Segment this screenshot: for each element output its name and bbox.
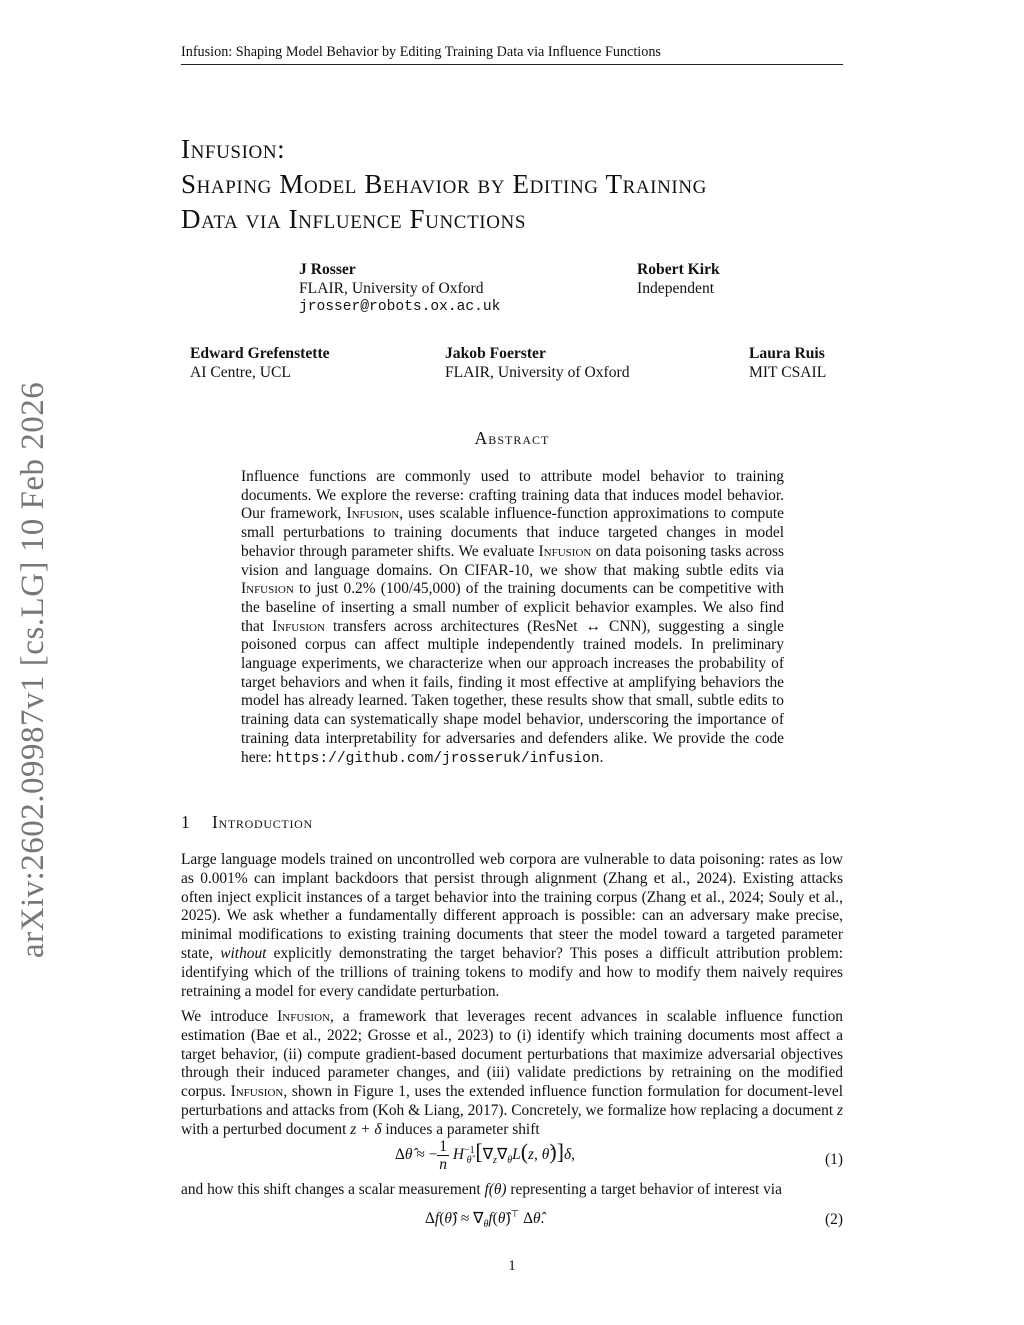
intro-paragraph: We introduce Infusion, a framework that leverages recent advances in scalable influence function estimation (Bae et al., 2022; Grosse et al., 2023) to (i) identify which training documents most affect a target behavior, (ii) compute gradient-based document perturbations that maximize adversarial objectives through their induced parameter changes, and (iii) validate predictions by retraining on the modified corpus. Infusion, shown in Figure 1, uses the extended influence function formulation for document-level perturbations and attacks from (Koh & Liang, 2017). Concretely, we formalize how replacing a document z with a perturbed document z + δ induces a parameter shift (181, 1008, 843, 1138)
author-name: Edward Grefenstette (190, 345, 330, 362)
author-name: Robert Kirk (637, 261, 720, 278)
framework-name: Infusion (346, 505, 400, 523)
author-block (299, 260, 500, 317)
title-line: Data via Influence Functions (181, 204, 527, 234)
author-block (190, 344, 330, 382)
equation-2 (181, 1209, 843, 1233)
author-block (445, 344, 630, 382)
paper-title (181, 132, 861, 237)
equation-body: Δθ̂ ≈ − $\frac{1}{n}$ $H^{-1}_{\thetâ}$ [$\nabla_z\nabla_\theta L(z$, θ̂)]δ, (395, 1138, 575, 1173)
framework-name: Infusion (272, 617, 325, 635)
framework-name: Infusion (241, 580, 294, 598)
author-affiliation: FLAIR, University of Oxford (445, 364, 630, 381)
running-head: Infusion: Shaping Model Behavior by Editing Training Data via Influence Functions (181, 44, 843, 65)
section-title: Introduction (212, 812, 313, 832)
section-heading (181, 812, 313, 833)
equation-label: (1) (825, 1151, 843, 1168)
title-line: Infusion: (181, 134, 286, 164)
author-affiliation: Independent (637, 280, 715, 297)
arxiv-stamp: arXiv:2602.09987v1 [cs.LG] 10 Feb 2026 (15, 381, 51, 958)
abstract-text: Influence functions are commonly used to attribute model behavior to training documents. We explore the reverse: crafting training data that induces model behavior. Our framework, Infusion, uses scalable influence-function approximations to compute small perturbations to training documents that induce targeted changes in model behavior through parameter shifts. We evaluate Infusion on data poisoning tasks across vision and language domains. On CIFAR-10, we show that making subtle edits via Infusion to just 0.2% (100/45,000) of the training documents can be competitive with the baseline of inserting a small number of explicit behavior examples. We also find that Infusion transfers across architectures (ResNet ↔ CNN), suggesting a single poisoned corpus can affect multiple independently trained models. In preliminary language experiments, we characterize when our approach increases the probability of target behaviors and when it fails, finding it most effective at amplifying behaviors the model has already learned. Taken together, these results show that small, subtle edits to training data can systematically shape model behavior, underscoring the importance of training data interpretability for adversaries and defenders alike. We provide the code here: https://github.com/jrosseruk/infusion. (241, 468, 784, 767)
section-number: 1 (181, 812, 191, 832)
author-name: Laura Ruis (749, 345, 825, 362)
code-link[interactable]: https://github.com/jrosseruk/infusion (275, 750, 600, 767)
page-number: 1 (508, 1258, 516, 1274)
intro-paragraph: Large language models trained on uncontrolled web corpora are vulnerable to data poisoning: rates as low as 0.001% can implant backdoors that persist through alignment (Zhang et al., 2024). Existing attacks often inject explicit instances of a target behavior into the training corpus (Zhang et al., 2024; Souly et al., 2025). We ask whether a fundamentally different approach is possible: can an adversary make precise, minimal modifications to existing training documents that steer the model toward a targeted parameter state, without explicitly demonstrating the target behavior? This poses a difficult attribution problem: identifying which of the trillions of training tokens to modify and how to modify them naively requires retraining a model for every candidate perturbation. (181, 851, 843, 1000)
author-name: Jakob Foerster (445, 345, 546, 362)
author-email[interactable]: jrosser@robots.ox.ac.uk (299, 299, 501, 315)
author-block (637, 260, 720, 298)
abstract-heading: Abstract (474, 428, 550, 448)
author-name: J Rosser (299, 261, 356, 278)
author-block (749, 344, 826, 382)
author-affiliation: FLAIR, University of Oxford (299, 280, 484, 297)
intro-paragraph: and how this shift changes a scalar measurement f(θ) representing a target behavior of interest via (181, 1181, 782, 1198)
author-affiliation: AI Centre, UCL (190, 364, 291, 381)
title-line: Shaping Model Behavior by Editing Training (181, 169, 707, 199)
equation-body: Δf(θ̂) ≈ $\nabla_\theta f(\thetâ)^⊤$ Δθ̂. (425, 1209, 545, 1231)
framework-name: Infusion (538, 542, 592, 560)
author-affiliation: MIT CSAIL (749, 364, 827, 381)
equation-1 (181, 1138, 843, 1182)
framework-name: Infusion (230, 1083, 284, 1101)
equation-label: (2) (825, 1211, 843, 1228)
framework-name: Infusion (277, 1008, 330, 1025)
